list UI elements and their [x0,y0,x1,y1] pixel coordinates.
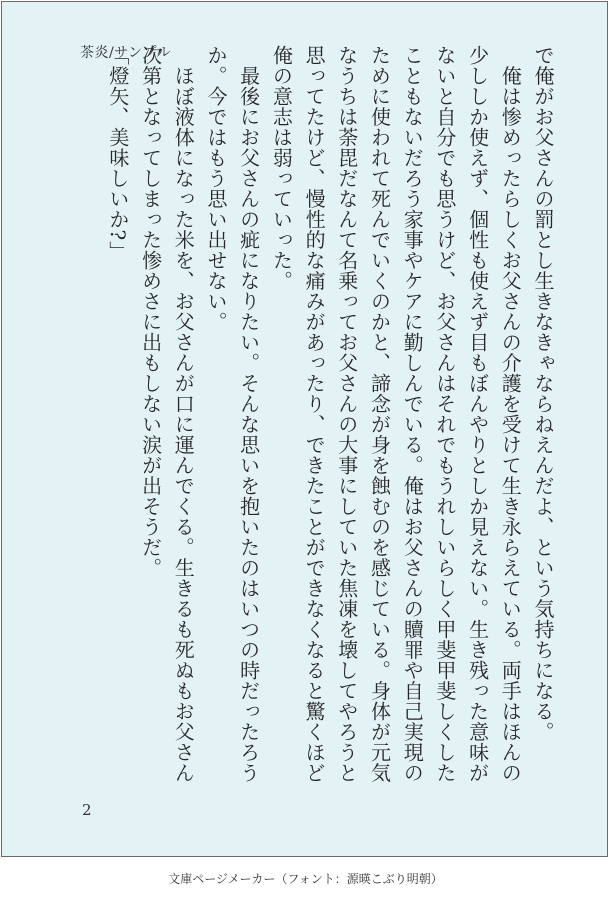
vertical-body-text [101,45,559,790]
footer-credit: 文庫ページメーカー（フォント：源暎こぶり明朝） [168,872,443,886]
book-page [1,1,608,857]
page-number: 2 [82,801,92,819]
paragraph-1: で俺がお父さんの罰とし生きなきゃならねえんだよ、という気持ちになる。 [531,45,555,742]
paragraph-5-dialogue: 「燈矢、美味しいか?」 [105,45,130,262]
page-header-title: 茶炎/サンプル [80,45,171,61]
paragraph-3: 最後にお父さんの疵になりたい。そんな思いを抱いたのはいつの時だったろうか。今ではもう思い出せない。 [203,45,261,783]
paragraph-4: ほぼ液体になった米を、お父さんが口に運んでくる。生きるも死ぬもお父さん次第となってしまった惨めさに出もしない涙が出そうだ。 [138,45,196,783]
paragraph-2: 俺は惨めったらしくお父さんの介護を受けて生き永らえている。両手はほんの少ししか使えず、個性も使えず目もぼんやりとしか見えない。生き残った意味がないと自分でも思うけど、お父さんはそれでもうれしいらしく甲斐甲斐しくしたこともないだろう家事やケアに勤しんでいる。俺はお父さんの贖罪や自己実現のために使われて死んでいくのかと、諦念が身を蝕むのを感じている。身体が元気なうちは荼毘だなんて名乗ってお父さんの大事にしていた焦凍を壊してやろうと思ってたけど、慢性的な痛みがあったり、できたことができなくなると驚くほど俺の意志は弱っていった。 [269,45,523,783]
